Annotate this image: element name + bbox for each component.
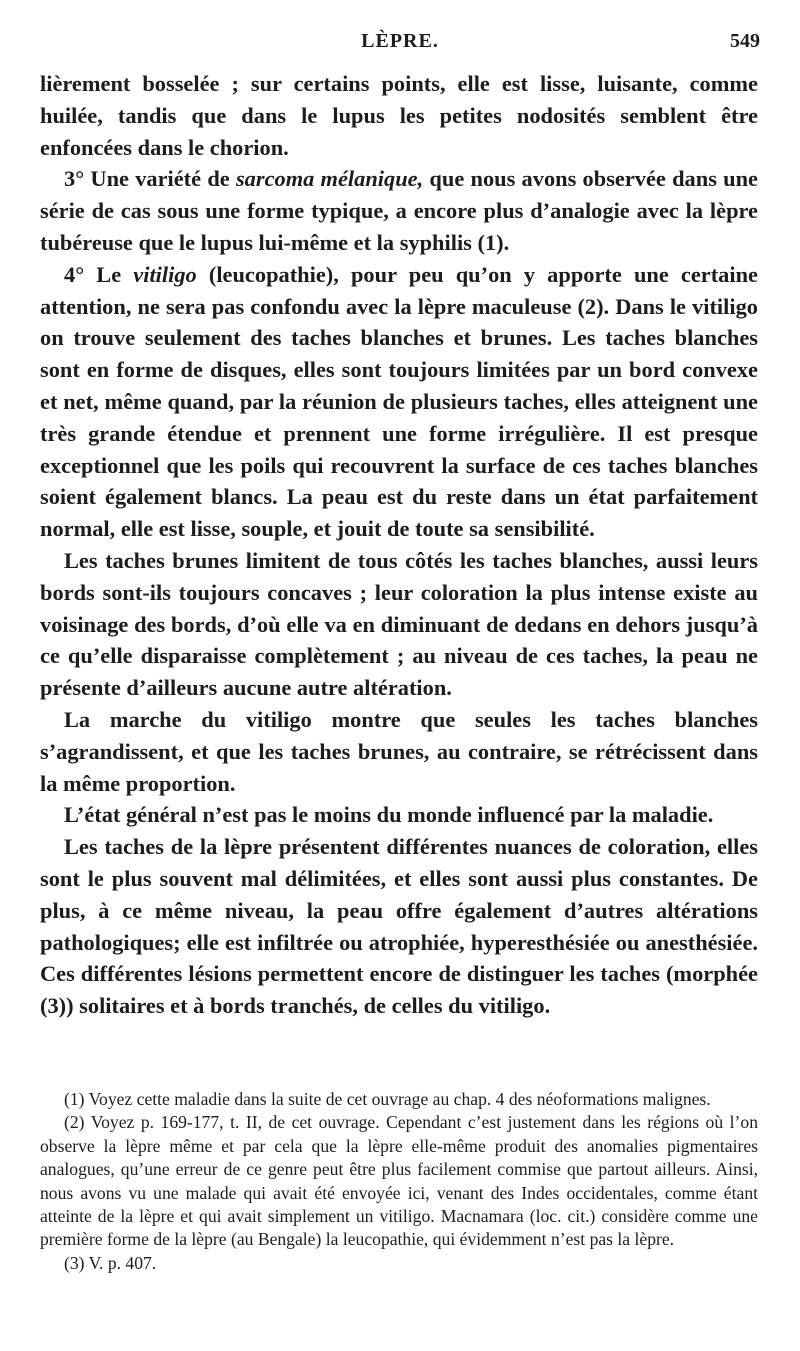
paragraph-5: La marche du vitiligo montre que seules les taches blanches s’agrandissent, et que les taches brunes, au contraire, se rétrécissent dans la même proportion. [40,706,758,796]
term-vitiligo: vitiligo [133,261,197,287]
footnote-1: (1) Voyez cette maladie dans la suite de cet ouvrage au chap. 4 des néoformations malignes. [64,1089,711,1109]
item-number: 3° [64,166,85,192]
paragraph-7: Les taches de la lèpre présentent différentes nuances de coloration, elles sont le plus souvent mal délimitées, et elles sont aussi plus constantes. De plus, à ce même niveau, la peau offre également d’autres altérations pathologiques; elle est infiltrée ou atrophiée, hyperesthésiée ou anesthésiée. Ces différentes lésions permettent encore de distinguer les taches (morphée (3)) solitaires et à bords tranchés, de celles du vitiligo. [40,834,758,1019]
paragraph-6: L’état général n’est pas le moins du monde influencé par la maladie. [64,802,714,828]
running-title: LÈPRE. [361,30,439,52]
page-number: 549 [730,30,760,52]
footnote-2: (2) Voyez p. 169-177, t. II, de cet ouvrage. Cependant c’est justement dans les régions où l’on observe la lèpre même et par cela que la lèpre elle-même produit des anomalies pigmentaires analogues, qu’une erreur de ce genre peut être plus facilement commise que partout ailleurs. Ainsi, nous avons vu une malade qui avait été envoyée ici, venant des Indes occidentales, comme étant atteinte de la lèpre et qui avait simplement un vitiligo. Macnamara (loc. cit.) considère comme une première forme de la lèpre (au Bengale) la leucopathie, qui évidemment n’est pas la lèpre. [40,1112,758,1250]
body-text [40,68,758,1022]
footnotes [40,1088,758,1275]
paragraph-3: 4° Le vitiligo (leucopathie), pour peu qu’on y apporte une certaine attention, ne sera pas confondu avec la lèpre maculeuse (2). Dans le vitiligo on trouve seulement des taches blanches et brunes. Les taches blanches sont en forme de disques, elles sont toujours limitées par un bord convexe et net, même quand, par la réunion de plusieurs taches, elles atteignent une très grande étendue et prennent une forme irrégulière. Il est presque exceptionnel que les poils qui recouvrent la surface de ces taches blanches soient également blancs. La peau est du reste dans un état parfaitement normal, elle est lisse, souple, et jouit de toute sa sensibilité. [40,261,758,542]
term-sarcoma: sarcoma mélanique, [235,166,424,192]
paragraph-1: lièrement bosselée ; sur certains points, elle est lisse, luisante, comme huilée, tandis que dans le lupus les petites nodosités semblent être enfoncées dans le chorion. [40,71,758,160]
paragraph-4: Les taches brunes limitent de tous côtés les taches blanches, aussi leurs bords sont-ils toujours concaves ; leur coloration la plus intense existe au voisinage des bords, d’où elle va en diminuant de dedans en dehors jusqu’à ce qu’elle disparaisse complètement ; au niveau de ces taches, la peau ne présente d’ailleurs aucune autre altération. [40,547,758,701]
footnote-3: (3) V. p. 407. [64,1252,157,1273]
item-number: 4° [64,261,85,287]
page-header [40,30,760,60]
paragraph-2: 3° Une variété de sarcoma mélanique, que nous avons observée dans une série de cas sous une forme typique, a encore plus d’analogie avec la lèpre tubéreuse que le lupus lui-même et la syphilis (1). [40,166,758,255]
